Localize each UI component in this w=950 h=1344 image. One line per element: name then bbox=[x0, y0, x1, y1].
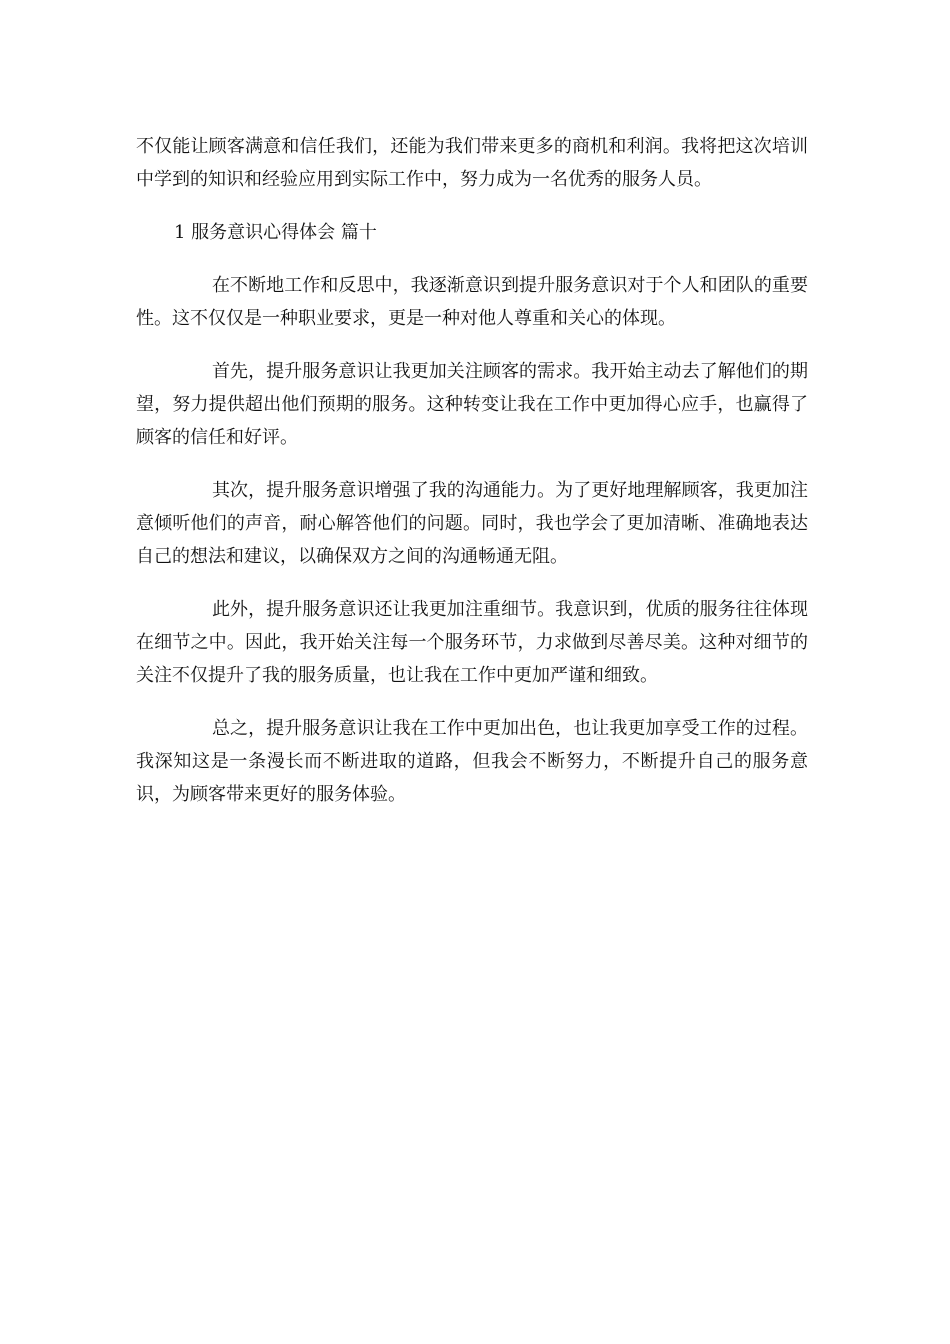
paragraph-2: 首先，提升服务意识让我更加关注顾客的需求。我开始主动去了解他们的期望，努力提供超出他们预期的服务。这种转变让我在工作中更加得心应手，也赢得了顾客的信任和好评。 bbox=[136, 361, 808, 448]
section-heading: 1 服务意识心得体会 篇十 bbox=[174, 222, 377, 243]
paragraph-4: 此外，提升服务意识还让我更加注重细节。我意识到，优质的服务往往体现在细节之中。因此，我开始关注每一个服务环节，力求做到尽善尽美。这种对细节的关注不仅提升了我的服务质量，也让我在工作中更加严谨和细致。 bbox=[136, 599, 808, 686]
paragraph-1: 在不断地工作和反思中，我逐渐意识到提升服务意识对于个人和团队的重要性。这不仅仅是一种职业要求，更是一种对他人尊重和关心的体现。 bbox=[136, 275, 808, 329]
paragraph-3: 其次，提升服务意识增强了我的沟通能力。为了更好地理解顾客，我更加注意倾听他们的声音，耐心解答他们的问题。同时，我也学会了更加清晰、准确地表达自己的想法和建议，以确保双方之间的沟通畅通无阻。 bbox=[136, 480, 808, 567]
document-body bbox=[136, 130, 808, 831]
paragraph-5: 总之，提升服务意识让我在工作中更加出色，也让我更加享受工作的过程。我深知这是一条漫长而不断进取的道路，但我会不断努力，不断提升自己的服务意识，为顾客带来更好的服务体验。 bbox=[136, 718, 808, 805]
intro-paragraph: 不仅能让顾客满意和信任我们，还能为我们带来更多的商机和利润。我将把这次培训中学到的知识和经验应用到实际工作中，努力成为一名优秀的服务人员。 bbox=[136, 136, 808, 190]
